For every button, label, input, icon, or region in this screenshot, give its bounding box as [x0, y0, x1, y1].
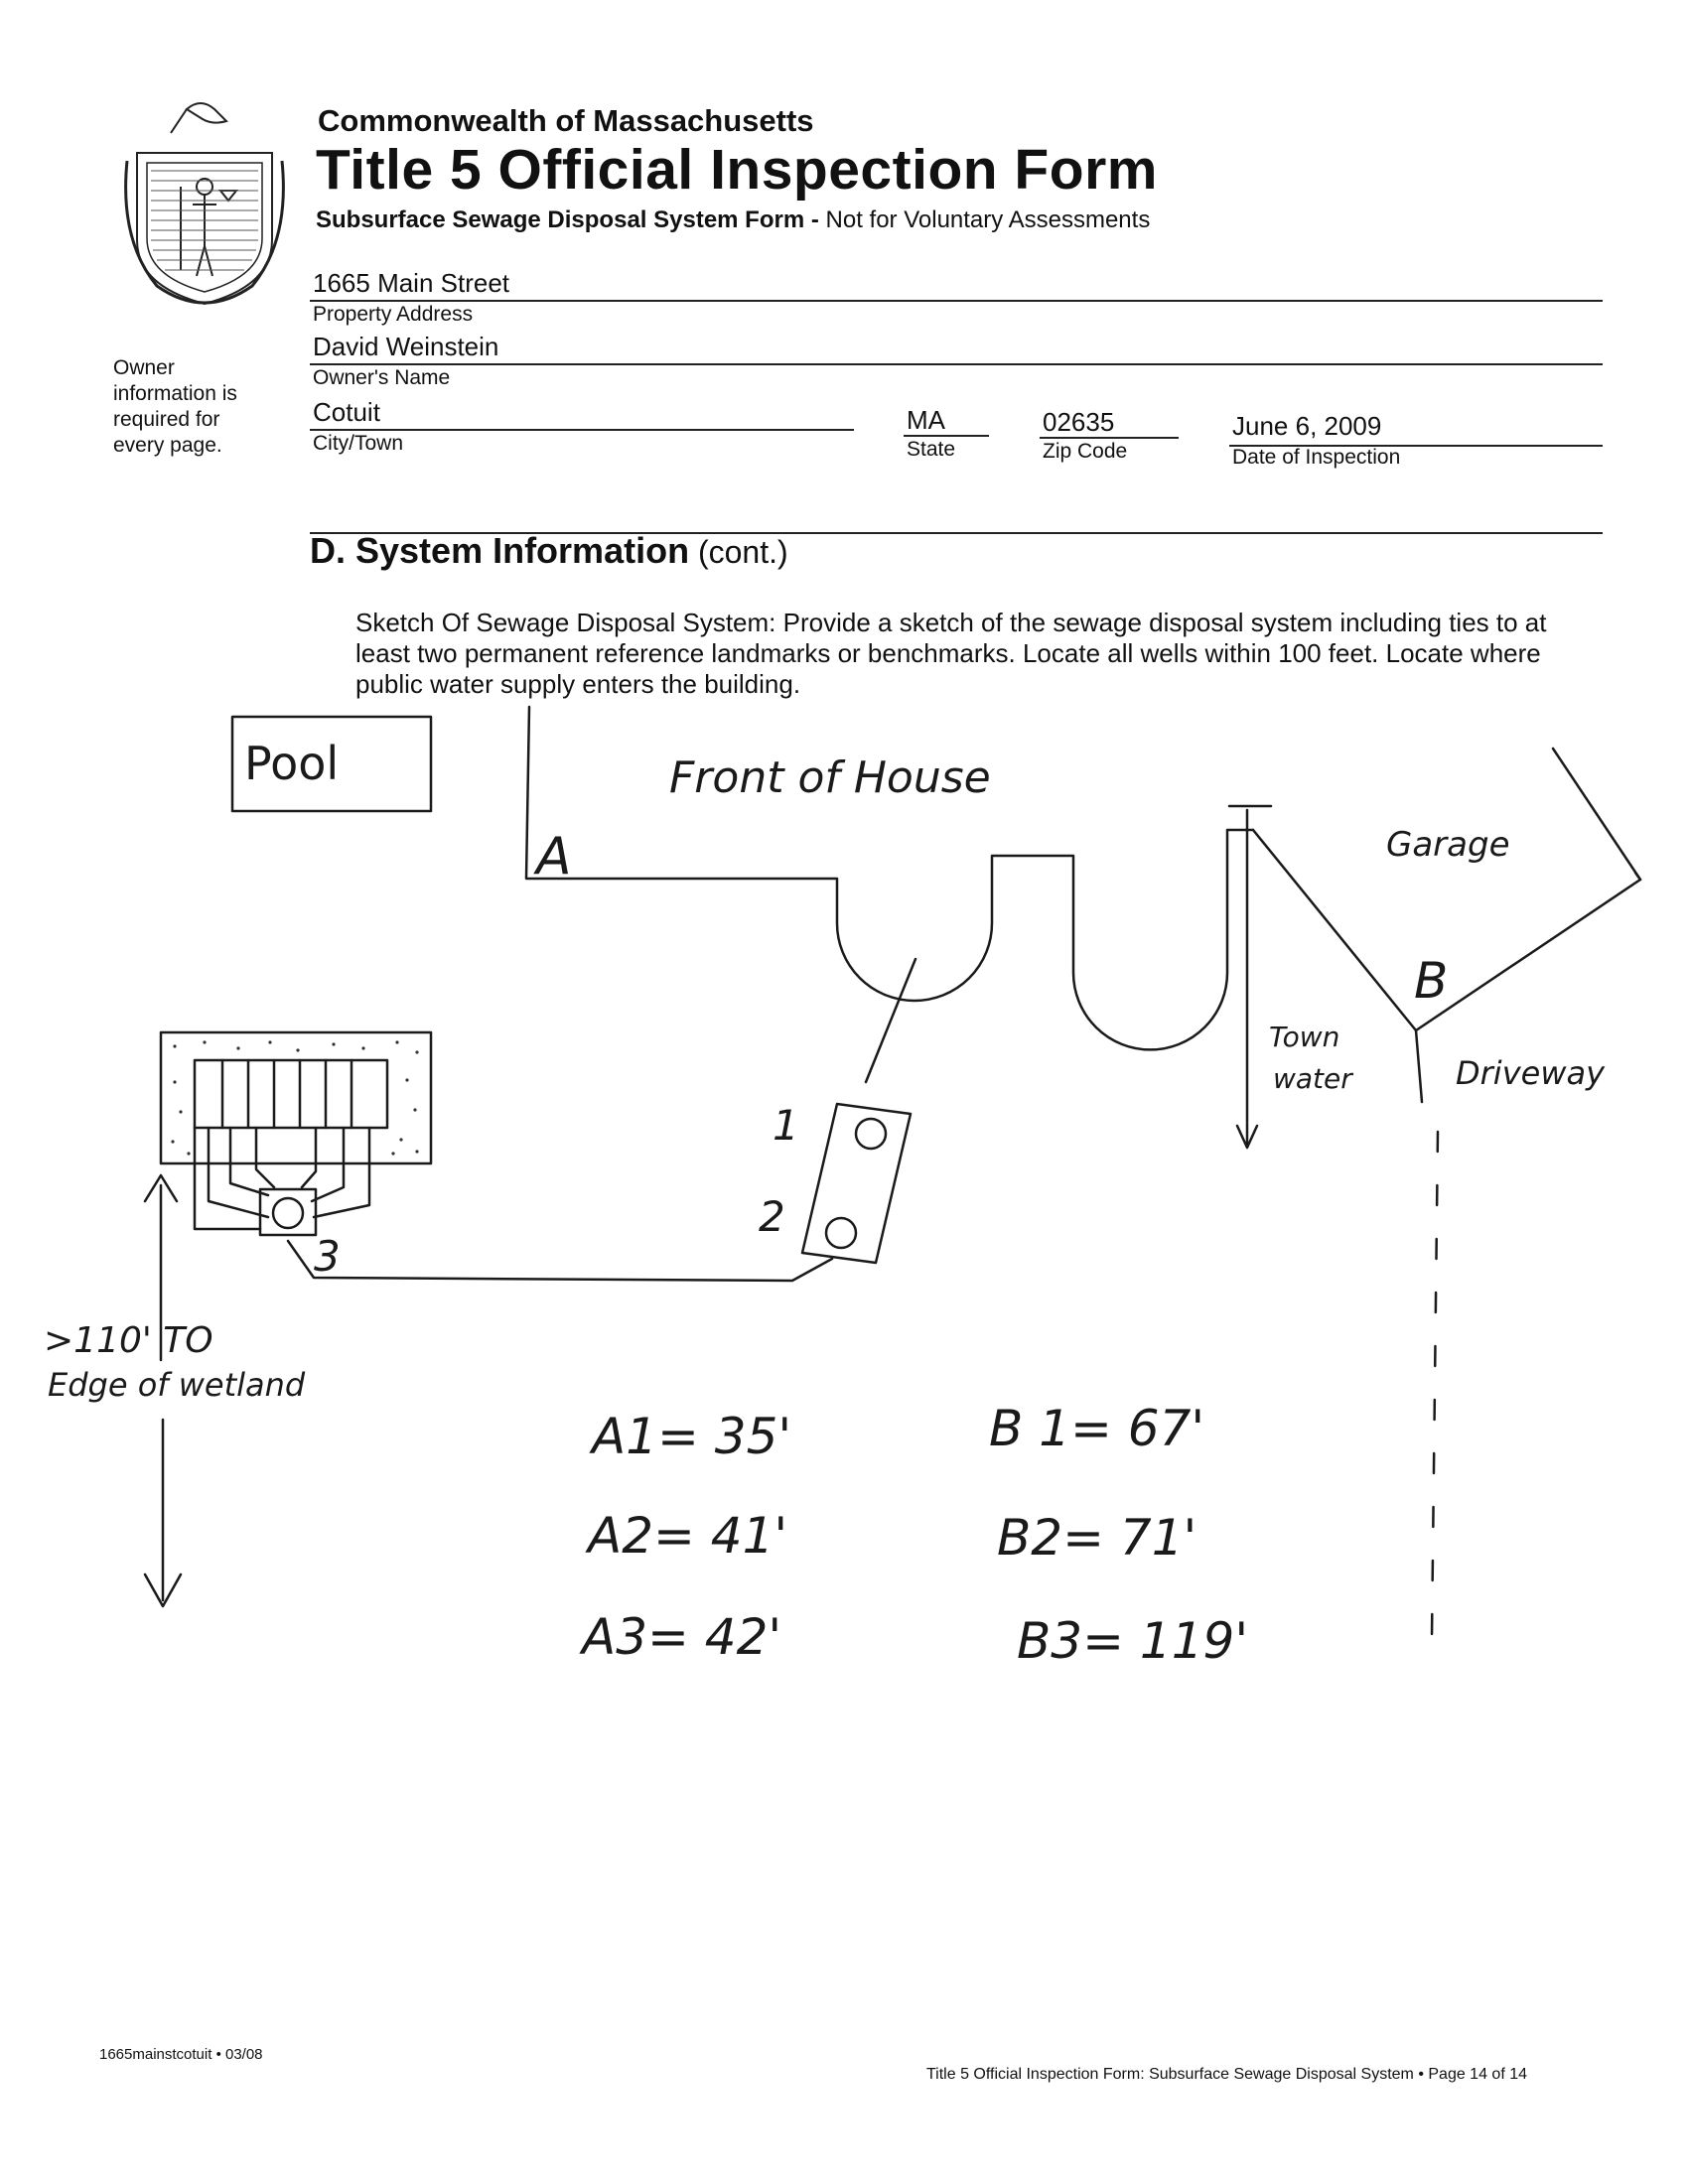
point-a-label: A: [536, 827, 572, 887]
driveway-line-top: [1416, 1030, 1422, 1102]
footer-left: 1665mainstcotuit • 03/08: [99, 2046, 263, 2063]
tie-a1: A1= 35': [592, 1408, 792, 1465]
property-address-value: 1665 Main Street: [313, 268, 510, 298]
tank-1-cover: [856, 1119, 886, 1149]
section-title-cont: (cont.): [689, 534, 788, 570]
point-b-label: B: [1414, 952, 1449, 1010]
inspection-date-value: June 6, 2009: [1232, 411, 1382, 441]
owner-name-value: David Weinstein: [313, 332, 499, 361]
zip-value: 02635: [1043, 407, 1115, 437]
pool-label: Pool: [244, 737, 340, 790]
tank-1-label: 1: [773, 1101, 799, 1150]
city-label: City/Town: [313, 432, 404, 455]
tank-2-cover: [826, 1218, 856, 1248]
state-label: State: [907, 438, 956, 461]
zip-label: Zip Code: [1043, 440, 1128, 463]
front-of-house-label: Front of House: [669, 752, 991, 803]
section-title-text: D. System Information: [310, 530, 690, 571]
state-value: MA: [907, 405, 945, 435]
owner-info-note: Owner information is required for every page.: [113, 356, 237, 457]
inspection-date-label: Date of Inspection: [1232, 446, 1401, 469]
driveway-dashed-line: [1432, 1132, 1438, 1638]
garage-label: Garage: [1386, 825, 1510, 865]
wetland-distance-label: >110' TO: [44, 1320, 213, 1361]
owner-name-label: Owner's Name: [313, 366, 451, 389]
city-value: Cotuit: [313, 397, 380, 427]
property-address-label: Property Address: [313, 303, 474, 326]
tie-b1: B 1= 67': [989, 1400, 1205, 1457]
tie-b3: B3= 119': [1017, 1612, 1249, 1670]
wetland-edge-label: Edge of wetland: [48, 1366, 306, 1404]
house-pipe: [866, 959, 915, 1082]
sketch-instructions: Sketch Of Sewage Disposal System: Provide a sketch of the sewage disposal system including ties to at least two permanent reference landmarks or benchmarks. Locate all wells within 100 feet. Locate where public water supply enters the building.: [355, 608, 1547, 699]
form-subtitle-bold: Subsurface Sewage Disposal System Form -: [316, 206, 819, 233]
form-subtitle-rest: Not for Voluntary Assessments: [818, 206, 1151, 233]
distribution-box-cover: [273, 1198, 303, 1228]
town-water-label-1: Town: [1269, 1021, 1340, 1053]
form-title: Title 5 Official Inspection Form: [316, 138, 1158, 202]
form-organization: Commonwealth of Massachusetts: [318, 103, 814, 138]
dbox-3-label: 3: [314, 1232, 341, 1281]
driveway-label: Driveway: [1456, 1054, 1606, 1092]
tie-a3: A3= 42': [582, 1608, 782, 1666]
town-water-label-2: water: [1273, 1062, 1352, 1095]
tie-b2: B2= 71': [997, 1509, 1197, 1567]
tank-2-label: 2: [759, 1192, 785, 1241]
footer-right: Title 5 Official Inspection Form: Subsurface Sewage Disposal System • Page 14 of 14: [926, 2066, 1528, 2083]
tie-a2: A2= 41': [588, 1507, 788, 1565]
dbox-pipe: [288, 1241, 832, 1281]
leach-field-outline: [161, 1032, 431, 1163]
